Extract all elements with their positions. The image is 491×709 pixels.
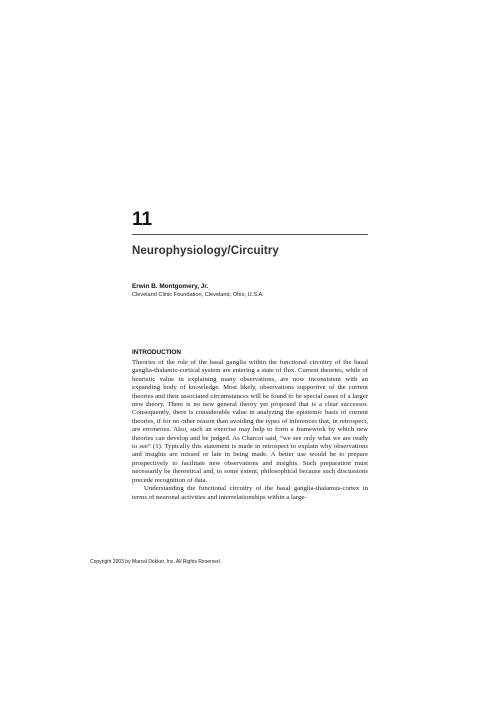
chapter-title: Neurophysiology/Circuitry [132, 245, 279, 257]
body-paragraph: Theories of the role of the basal ganglia within the functional circuitry of the basal ganglia-thalamic-cortical system are entering a state of flux. Current theories, while of heuristic value in explaining many observations, are now inconsistent with an expanding body of knowledge. Most likely, observations supportive of the current theories and their associated circumstances will be found to be special cases of a larger new theory. There is no new general theory yet proposed that is a clear successor. Consequently, there is considerable value in analyzing the epistemic basis of current theories, if for no other reason than avoiding the types of inferences that, in retrospect, are erroneous. Also, such an exercise may help to form a framework by which new theories can develop and be judged. As Charcot said, “we see only what we are ready to see” (1). Typically this statement is made in retrospect to explain why observations and insights are missed or late in being made. A better use would be to prepare prospectively to facilitate new observations and insights. Such preparation must necessarily be theoretical and, to some extent, philosophical because such discussions precede recognition of data. [132, 359, 368, 484]
chapter-number: 11 [132, 209, 153, 230]
body-text [132, 359, 368, 502]
copyright-notice: Copyright 2003 by Marcel Dekker, Inc. All Rights Reserved. [90, 559, 222, 565]
body-paragraph: Understanding the functional circuitry of the basal ganglia-thalamus-cortex in terms of neuronal activities and interrelationships within a large- [132, 485, 368, 501]
author-name: Erwin B. Montgomery, Jr. [132, 283, 209, 290]
author-block [132, 282, 264, 299]
author-affiliation: Cleveland Clinic Foundation, Cleveland, Ohio, U.S.A. [132, 292, 264, 298]
section-heading: INTRODUCTION [132, 349, 181, 356]
chapter-rule [132, 234, 368, 235]
